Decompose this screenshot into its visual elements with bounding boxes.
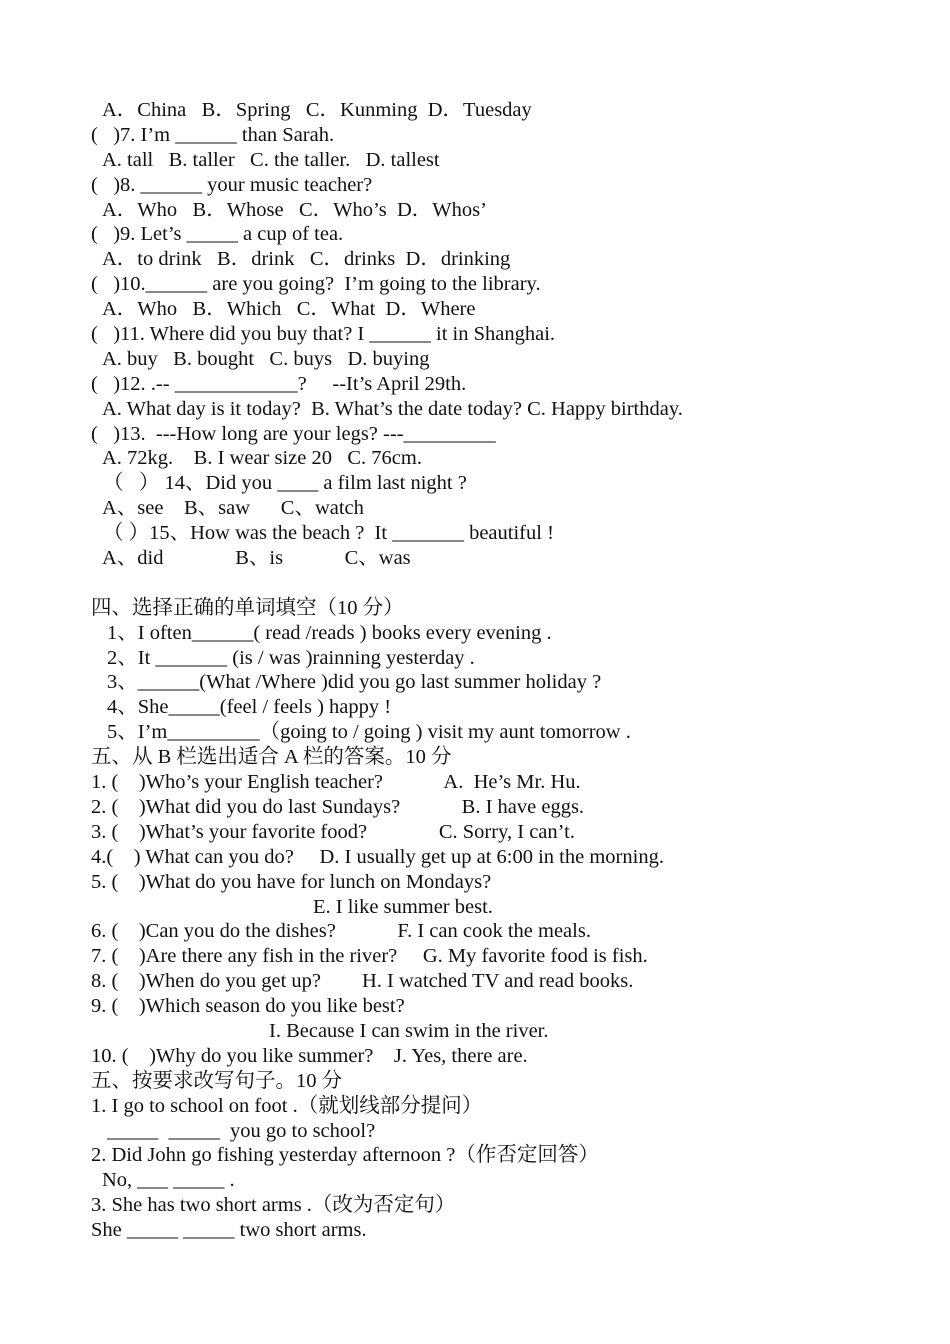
fill-item: 2、It _______ (is / was )rainning yesterday .: [107, 646, 475, 669]
q14: （ ） 14、Did you ____ a film last night ?: [103, 472, 467, 495]
match-line: 8. ( )When do you get up? H. I watched TV and read books.: [91, 970, 634, 993]
rewrite-sentence: 1. I go to school on foot .（就划线部分提问）: [91, 1094, 483, 1117]
q12-options: A. What day is it today? B. What’s the date today? C. Happy birthday.: [102, 397, 683, 420]
rewrite-sentence: 2. Did John go fishing yesterday afternoon ?（作否定回答）: [91, 1144, 599, 1167]
match-line: 5. ( )What do you have for lunch on Mondays?: [91, 870, 492, 893]
match-line: 10. ( )Why do you like summer? J. Yes, there are.: [91, 1044, 528, 1067]
match-line: 1. ( )Who’s your English teacher? A. He’s Mr. Hu.: [91, 771, 581, 794]
worksheet: [91, 98, 911, 1243]
rewrite-answer: _____ _____ you go to school?: [107, 1119, 376, 1142]
match-answer-line: E. I like summer best.: [313, 895, 493, 918]
fill-item: 4、She_____(feel / feels ) happy !: [107, 696, 392, 719]
fill-item: 3、______(What /Where )did you go last summer holiday ?: [107, 671, 602, 694]
rewrite-sentence: 3. She has two short arms .（改为否定句）: [91, 1194, 456, 1217]
q6-options: A．China B．Spring C．Kunming D．Tuesday: [102, 99, 532, 121]
match-line: 7. ( )Are there any fish in the river? G. My favorite food is fish.: [91, 945, 648, 968]
match-line: 3. ( )What’s your favorite food? C. Sorry, I can’t.: [91, 820, 575, 843]
section-5-heading: 五、从 B 栏选出适合 A 栏的答案。10 分: [91, 746, 452, 769]
q15-options: A、did B、is C、was: [102, 547, 411, 570]
match-line: 2. ( )What did you do last Sundays? B. I have eggs.: [91, 795, 585, 818]
q14-options: A、see B、saw C、watch: [102, 497, 364, 520]
spacer: [91, 571, 911, 596]
q11-options: A. buy B. bought C. buys D. buying: [102, 347, 430, 370]
match-line: 6. ( )Can you do the dishes? F. I can cook the meals.: [91, 920, 591, 943]
rewrite-answer: She _____ _____ two short arms.: [91, 1219, 367, 1242]
match-line: 4.( ) What can you do? D. I usually get up at 6:00 in the morning.: [91, 845, 664, 868]
q7: ( )7. I’m ______ than Sarah.: [91, 123, 335, 146]
q7-options: A. tall B. taller C. the taller. D. tallest: [102, 148, 440, 171]
q9-options: A．to drink B．drink C．drinks D．drinking: [102, 248, 511, 271]
match-answer-line: I. Because I can swim in the river.: [269, 1019, 549, 1042]
q8-options: A．Who B．Whose C．Who’s D．Whos’: [102, 198, 487, 221]
q10-options: A．Who B．Which C．What D．Where: [102, 298, 476, 321]
section-4-heading: 四、选择正确的单词填空（10 分）: [91, 596, 404, 619]
rewrite-answer: No, ___ _____ .: [102, 1169, 235, 1192]
q13: ( )13. ---How long are your legs? ---_________: [91, 422, 496, 445]
q9: ( )9. Let’s _____ a cup of tea.: [91, 223, 344, 246]
q13-options: A. 72kg. B. I wear size 20 C. 76cm.: [102, 447, 422, 470]
q12: ( )12. .-- ____________? --It’s April 29th.: [91, 372, 467, 395]
q10: ( )10.______ are you going? I’m going to the library.: [91, 273, 541, 296]
fill-item: 5、I’m_________（going to / going ) visit my aunt tomorrow .: [107, 721, 631, 744]
q8: ( )8. ______ your music teacher?: [91, 173, 373, 196]
fill-item: 1、I often______( read /reads ) books every evening .: [107, 621, 552, 644]
section-6-heading: 五、按要求改写句子。10 分: [91, 1069, 343, 1092]
q15: （ ）15、How was the beach ? It _______ beautiful !: [103, 522, 554, 545]
match-line: 9. ( )Which season do you like best?: [91, 995, 405, 1018]
q11: ( )11. Where did you buy that? I ______ it in Shanghai.: [91, 323, 556, 346]
